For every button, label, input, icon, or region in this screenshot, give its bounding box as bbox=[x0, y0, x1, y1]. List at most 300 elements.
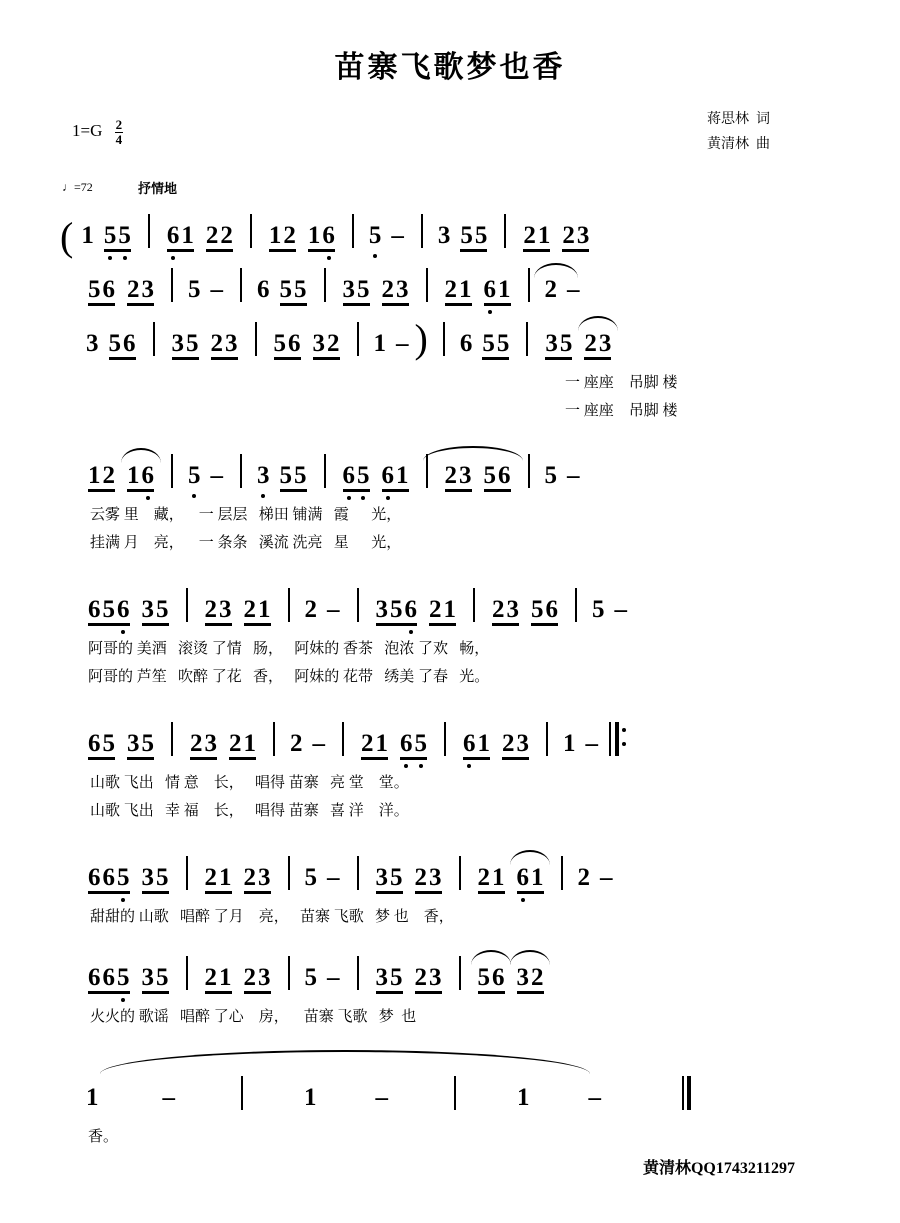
sustain-dash: – bbox=[375, 1084, 388, 1111]
composer-role: 曲 bbox=[756, 136, 770, 152]
lyric-verse-2: 一 座座 吊脚 楼 bbox=[565, 402, 678, 419]
lyric-verse-2: 挂满 月 亮， 一 条条 溪流 洗亮 星 光， bbox=[90, 534, 402, 551]
note-group bbox=[205, 223, 234, 248]
sustain-dash: – bbox=[614, 596, 627, 623]
sustain-dash: – bbox=[600, 864, 613, 891]
note: 6 bbox=[88, 864, 101, 891]
note: 3 bbox=[258, 964, 271, 991]
note: 5 bbox=[477, 964, 490, 991]
note: 5 bbox=[141, 730, 154, 757]
note: 2 bbox=[283, 222, 296, 249]
barline bbox=[526, 322, 528, 356]
note: 3 bbox=[141, 596, 154, 623]
sustain-dash: – bbox=[312, 730, 325, 757]
note: 6 bbox=[257, 276, 270, 303]
sustain-dash: – bbox=[327, 864, 340, 891]
note: 2 bbox=[327, 330, 340, 357]
note: 6 bbox=[288, 330, 301, 357]
note: 5 bbox=[460, 222, 473, 249]
repeat-barline bbox=[615, 722, 619, 756]
note: 2 bbox=[381, 276, 394, 303]
note: 5 bbox=[117, 864, 130, 891]
note-group bbox=[126, 731, 155, 756]
note: 3 bbox=[576, 222, 590, 249]
note: 1 bbox=[219, 864, 232, 891]
note: 1 bbox=[373, 330, 386, 357]
note-group bbox=[381, 277, 410, 302]
note: 1 bbox=[492, 864, 505, 891]
note-group bbox=[477, 865, 506, 890]
barline bbox=[561, 856, 563, 890]
note: 3 bbox=[204, 730, 217, 757]
note-group bbox=[375, 965, 404, 990]
note: 6 bbox=[492, 964, 505, 991]
tempo-row bbox=[0, 180, 900, 202]
score-line-4 bbox=[60, 442, 840, 551]
lyrics-line-8 bbox=[90, 1004, 416, 1032]
note: 2 bbox=[414, 864, 427, 891]
note: 5 bbox=[390, 864, 403, 891]
note: 5 bbox=[186, 330, 199, 357]
note: 5 bbox=[279, 462, 292, 489]
note-group bbox=[273, 331, 302, 356]
note-group bbox=[360, 731, 389, 756]
note-group bbox=[166, 223, 195, 248]
staff-area bbox=[60, 202, 840, 1145]
note: 5 bbox=[156, 864, 169, 891]
note-group bbox=[204, 865, 233, 890]
barline bbox=[288, 856, 290, 890]
note: 2 bbox=[229, 730, 242, 757]
note: 6 bbox=[404, 596, 417, 623]
sustain-dash: – bbox=[162, 1084, 175, 1111]
note-group bbox=[414, 865, 443, 890]
sustain-dash: – bbox=[588, 1084, 601, 1111]
page-title: 苗寨飞歌梦也香 bbox=[334, 51, 566, 84]
note: 3 bbox=[375, 596, 388, 623]
note: 2 bbox=[361, 730, 374, 757]
tie-slur bbox=[423, 446, 523, 461]
lyric-verse-1: 阿哥的 美酒 滚烫 了情 肠， 阿妹的 香茶 泡浓 了欢 畅， bbox=[88, 641, 490, 657]
note: 6 bbox=[166, 222, 180, 249]
note-group bbox=[228, 731, 257, 756]
barline bbox=[444, 722, 446, 756]
score-line-7 bbox=[60, 844, 840, 925]
note: 2 bbox=[523, 222, 536, 249]
note: 5 bbox=[304, 864, 317, 891]
time-signature bbox=[115, 118, 124, 146]
note: 3 bbox=[437, 222, 451, 249]
note-group bbox=[583, 331, 612, 356]
notes-line-4 bbox=[82, 442, 586, 488]
note-group bbox=[126, 463, 155, 488]
note: 3 bbox=[516, 964, 529, 991]
barline bbox=[171, 268, 173, 302]
note-group bbox=[501, 731, 530, 756]
note-group bbox=[268, 223, 297, 248]
note: 6 bbox=[88, 596, 101, 623]
note: 1 bbox=[459, 276, 472, 303]
key-and-time-signature bbox=[72, 118, 123, 146]
note: 6 bbox=[141, 462, 154, 489]
note: 2 bbox=[304, 596, 317, 623]
note: 6 bbox=[459, 330, 473, 357]
note: 2 bbox=[477, 864, 490, 891]
note-group bbox=[491, 597, 520, 622]
barline bbox=[443, 322, 445, 356]
note: 5 bbox=[102, 730, 115, 757]
note-group bbox=[87, 865, 131, 890]
note: 5 bbox=[188, 462, 201, 489]
note-group bbox=[342, 277, 371, 302]
notes-line-2 bbox=[82, 256, 586, 302]
note: 5 bbox=[357, 462, 370, 489]
note-group bbox=[279, 277, 308, 302]
note: 1 bbox=[563, 730, 576, 757]
barline bbox=[357, 956, 359, 990]
barline bbox=[342, 722, 344, 756]
barline bbox=[473, 588, 475, 622]
score-line-6 bbox=[60, 710, 840, 819]
note: 3 bbox=[141, 276, 154, 303]
note: 6 bbox=[117, 596, 130, 623]
note: 2 bbox=[127, 276, 140, 303]
sustain-dash: – bbox=[210, 276, 223, 303]
barline bbox=[357, 588, 359, 622]
barline bbox=[148, 214, 150, 248]
score-line-9 bbox=[60, 1064, 840, 1145]
note: 3 bbox=[141, 864, 154, 891]
sustain-dash: – bbox=[567, 462, 580, 489]
sustain-dash: – bbox=[327, 596, 340, 623]
note: 5 bbox=[103, 222, 117, 249]
note: 5 bbox=[496, 330, 510, 357]
note: 1 bbox=[531, 864, 544, 891]
lyrics-line-9 bbox=[88, 1124, 118, 1152]
note: 3 bbox=[598, 330, 612, 357]
note: 6 bbox=[483, 276, 496, 303]
note-group bbox=[477, 965, 506, 990]
note-group bbox=[444, 463, 473, 488]
barline bbox=[426, 268, 428, 302]
note: 1 bbox=[258, 596, 271, 623]
note-group bbox=[279, 463, 308, 488]
sustain-dash: – bbox=[210, 462, 223, 489]
note-group bbox=[522, 223, 551, 248]
note: 5 bbox=[304, 964, 317, 991]
lyricist-name: 蒋思林 bbox=[707, 112, 749, 127]
note-group bbox=[307, 223, 336, 248]
note: 3 bbox=[396, 276, 409, 303]
close-paren: ) bbox=[414, 316, 428, 361]
note-group bbox=[204, 965, 233, 990]
note: 3 bbox=[429, 964, 442, 991]
lyric-verse-1: 一 座座 吊脚 楼 bbox=[565, 375, 678, 391]
credit-composer bbox=[707, 133, 770, 158]
notes-line-3 bbox=[82, 310, 617, 361]
note-group bbox=[561, 223, 590, 248]
barline bbox=[324, 454, 326, 488]
note: 5 bbox=[559, 330, 573, 357]
note: 6 bbox=[88, 730, 101, 757]
note: 3 bbox=[342, 276, 355, 303]
barline bbox=[575, 588, 577, 622]
note: 1 bbox=[268, 222, 282, 249]
note: 3 bbox=[141, 964, 154, 991]
note: 2 bbox=[204, 596, 217, 623]
note: 3 bbox=[86, 330, 99, 357]
note: 1 bbox=[375, 730, 388, 757]
note: 3 bbox=[312, 330, 325, 357]
note: 6 bbox=[400, 730, 413, 757]
note: 2 bbox=[243, 964, 256, 991]
barline bbox=[528, 454, 530, 488]
note: 1 bbox=[181, 222, 194, 249]
expression-marking: 抒情地 bbox=[138, 181, 178, 196]
note-group bbox=[444, 277, 473, 302]
sustain-dash: – bbox=[391, 222, 404, 249]
note-group bbox=[381, 463, 410, 488]
note: 1 bbox=[537, 222, 551, 249]
note: 5 bbox=[102, 596, 115, 623]
note-group bbox=[428, 597, 457, 622]
note: 2 bbox=[102, 462, 115, 489]
note-group bbox=[483, 463, 512, 488]
note-group bbox=[481, 331, 510, 356]
barline bbox=[357, 856, 359, 890]
note-group bbox=[87, 277, 116, 302]
lyrics-line-6 bbox=[90, 770, 409, 826]
note-group bbox=[103, 223, 132, 248]
note: 6 bbox=[498, 462, 511, 489]
note: 5 bbox=[357, 276, 370, 303]
barline bbox=[171, 454, 173, 488]
note: 6 bbox=[545, 596, 558, 623]
notes-line-7 bbox=[82, 844, 619, 890]
note-group bbox=[87, 463, 116, 488]
lyric-verse-1: 山歌 飞出 情 意 长， 唱得 苗寨 亮 堂 堂。 bbox=[90, 775, 409, 791]
note: 1 bbox=[243, 730, 256, 757]
note: 3 bbox=[258, 864, 271, 891]
note: 3 bbox=[127, 730, 140, 757]
note: 2 bbox=[205, 222, 219, 249]
note-group bbox=[483, 277, 512, 302]
note: 3 bbox=[225, 330, 238, 357]
open-paren: ( bbox=[60, 214, 74, 259]
note: 5 bbox=[188, 276, 201, 303]
note: 5 bbox=[108, 330, 121, 357]
tempo-marking: ♩=72 bbox=[62, 180, 93, 194]
note-group bbox=[243, 865, 272, 890]
note-group bbox=[459, 223, 488, 248]
note: 5 bbox=[88, 276, 101, 303]
notes-line-6 bbox=[82, 710, 630, 756]
barline bbox=[273, 722, 275, 756]
note: 5 bbox=[156, 964, 169, 991]
barline bbox=[546, 722, 548, 756]
lyrics-line-4 bbox=[90, 502, 401, 558]
score-line-2 bbox=[60, 256, 840, 308]
note-group bbox=[87, 731, 116, 756]
note: 6 bbox=[463, 730, 476, 757]
barline bbox=[288, 956, 290, 990]
barline bbox=[528, 268, 530, 302]
note-group bbox=[87, 597, 131, 622]
lyric-verse-1: 云雾 里 藏， 一 层层 梯田 铺满 霞 光， bbox=[90, 507, 402, 523]
credit-lyricist bbox=[707, 108, 770, 133]
note-group bbox=[375, 597, 419, 622]
note-group bbox=[126, 277, 155, 302]
final-barline bbox=[682, 1076, 684, 1110]
note: 2 bbox=[502, 730, 515, 757]
note: 5 bbox=[118, 222, 131, 249]
note: 1 bbox=[443, 596, 456, 623]
note-group bbox=[243, 597, 272, 622]
note: 1 bbox=[477, 730, 490, 757]
lyrics-line-5 bbox=[88, 636, 489, 692]
note-group bbox=[414, 965, 443, 990]
final-phrase-slur bbox=[100, 1050, 590, 1074]
note-group bbox=[204, 597, 233, 622]
barline bbox=[324, 268, 326, 302]
sustain-dash: – bbox=[327, 964, 340, 991]
note: 2 bbox=[545, 277, 558, 302]
note: 1 bbox=[81, 222, 94, 249]
note: 1 bbox=[396, 462, 409, 489]
note: 6 bbox=[102, 276, 115, 303]
note: 2 bbox=[290, 730, 303, 757]
note: 5 bbox=[117, 964, 130, 991]
barline bbox=[352, 214, 354, 248]
note: 6 bbox=[516, 864, 529, 891]
note: 5 bbox=[294, 462, 307, 489]
time-signature-numerator: 2 bbox=[115, 117, 123, 132]
notes-line-5 bbox=[82, 576, 633, 622]
note-group bbox=[375, 865, 404, 890]
note: 2 bbox=[204, 864, 217, 891]
note: 6 bbox=[381, 462, 394, 489]
tie-slur bbox=[510, 950, 550, 965]
barline bbox=[459, 856, 461, 890]
tie-slur bbox=[510, 850, 550, 865]
note-group bbox=[342, 463, 371, 488]
note: 1 bbox=[219, 964, 232, 991]
score-line-3 bbox=[60, 310, 840, 419]
sustain-dash: – bbox=[567, 276, 580, 303]
score-line-1 bbox=[60, 202, 840, 259]
note-group bbox=[462, 731, 491, 756]
note: 5 bbox=[474, 222, 488, 249]
note: 1 bbox=[498, 276, 511, 303]
barline bbox=[240, 268, 242, 302]
barline bbox=[241, 1076, 243, 1110]
barline bbox=[504, 214, 506, 248]
notes-line-1 bbox=[77, 202, 595, 248]
lyric-verse-1: 香。 bbox=[88, 1129, 119, 1145]
note: 5 bbox=[273, 330, 286, 357]
note: 5 bbox=[368, 222, 382, 249]
note-group bbox=[544, 331, 573, 356]
note-group bbox=[171, 331, 200, 356]
lyric-verse-2: 山歌 飞出 幸 福 长， 唱得 苗寨 喜 洋 洋。 bbox=[90, 802, 409, 819]
repeat-dots bbox=[622, 728, 626, 756]
tie-slur bbox=[578, 316, 618, 331]
score-line-8 bbox=[60, 944, 840, 1025]
note-group bbox=[399, 731, 428, 756]
note: 1 bbox=[88, 462, 101, 489]
barline bbox=[240, 454, 242, 488]
lyric-verse-1: 甜甜的 山歌 唱醉 了月 亮， 苗寨 飞歌 梦 也 香， bbox=[90, 909, 454, 925]
note: 5 bbox=[390, 596, 403, 623]
note: 1 bbox=[304, 1084, 317, 1111]
note: 5 bbox=[482, 330, 495, 357]
footer-contact: 黄清林QQ1743211297 bbox=[642, 1160, 795, 1177]
note: 1 bbox=[127, 462, 140, 489]
note-group bbox=[189, 731, 218, 756]
note-group bbox=[210, 331, 239, 356]
credits bbox=[707, 108, 770, 157]
composer-name: 黄清林 bbox=[707, 136, 749, 152]
note: 5 bbox=[414, 730, 427, 757]
note: 2 bbox=[444, 276, 457, 303]
note-group bbox=[530, 597, 559, 622]
sustain-dash: – bbox=[585, 730, 598, 757]
note-group bbox=[141, 865, 170, 890]
note-group bbox=[108, 331, 137, 356]
barline bbox=[153, 322, 155, 356]
time-signature-denominator: 4 bbox=[115, 131, 123, 147]
note: 5 bbox=[156, 596, 169, 623]
note: 5 bbox=[390, 964, 403, 991]
note: 2 bbox=[190, 730, 203, 757]
note: 2 bbox=[531, 964, 544, 991]
note: 6 bbox=[102, 964, 115, 991]
note: 2 bbox=[414, 964, 427, 991]
barline bbox=[255, 322, 257, 356]
barline bbox=[421, 214, 423, 248]
note: 6 bbox=[88, 964, 101, 991]
lyricist-role: 词 bbox=[756, 112, 770, 127]
note-group bbox=[243, 965, 272, 990]
note: 3 bbox=[375, 964, 388, 991]
tie-slur bbox=[121, 448, 161, 463]
note-group bbox=[312, 331, 341, 356]
note-group bbox=[141, 965, 170, 990]
barline bbox=[459, 956, 461, 990]
barline bbox=[250, 214, 252, 248]
note: 1 bbox=[86, 1084, 99, 1111]
note: 3 bbox=[506, 596, 519, 623]
key-signature: 1=G bbox=[72, 121, 103, 141]
lyrics-line-3 bbox=[565, 370, 678, 426]
barline bbox=[288, 588, 290, 622]
note: 6 bbox=[322, 222, 335, 249]
notes-line-8 bbox=[82, 944, 550, 990]
note: 2 bbox=[562, 222, 575, 249]
note: 5 bbox=[544, 462, 557, 489]
barline bbox=[186, 956, 188, 990]
note: 2 bbox=[204, 964, 217, 991]
note: 3 bbox=[459, 462, 472, 489]
note: 2 bbox=[220, 222, 233, 249]
barline bbox=[454, 1076, 456, 1110]
barline bbox=[186, 588, 188, 622]
note: 5 bbox=[294, 276, 307, 303]
note: 6 bbox=[102, 864, 115, 891]
sustain-dash: – bbox=[396, 330, 409, 357]
note: 3 bbox=[257, 462, 270, 489]
note: 2 bbox=[243, 864, 256, 891]
